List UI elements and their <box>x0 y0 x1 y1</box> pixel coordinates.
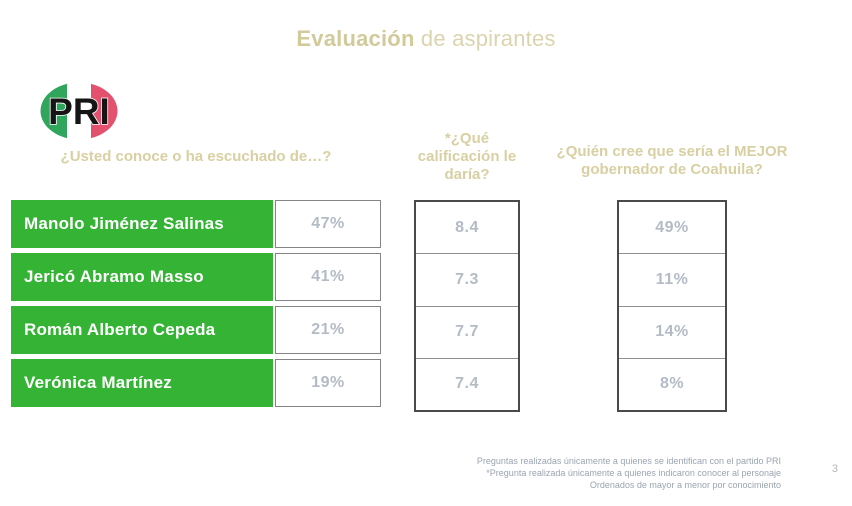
know-pct-value: 41% <box>311 268 345 285</box>
rating-value: 7.3 <box>455 270 479 288</box>
rating-cell <box>416 358 518 410</box>
best-value: 8% <box>659 375 685 393</box>
column-header-calificacion: *¿Qué calificación le daría? <box>417 130 517 183</box>
best-value: 49% <box>655 218 689 236</box>
know-pct-box <box>275 253 381 301</box>
pri-logo-icon <box>40 82 118 140</box>
best-value: 11% <box>655 270 689 288</box>
best-cell <box>619 253 725 305</box>
know-pct-value: 21% <box>311 321 345 338</box>
table-row <box>11 306 381 354</box>
know-pct-box <box>275 200 381 248</box>
pri-logo-letters: PRI <box>48 91 110 132</box>
candidate-name-bar: Román Alberto Cepeda <box>11 306 273 354</box>
rating-cell <box>416 306 518 358</box>
best-cell <box>619 306 725 358</box>
column-header-conoce: ¿Usted conoce o ha escuchado de…? <box>60 148 332 165</box>
rating-cell <box>416 202 518 253</box>
candidate-name-bar: Manolo Jiménez Salinas <box>11 200 273 248</box>
rating-column <box>414 200 520 412</box>
table-row <box>11 200 381 248</box>
candidate-rows <box>11 200 381 412</box>
footnotes <box>477 455 781 491</box>
footnote-line: Ordenados de mayor a menor por conocimiento <box>589 480 781 490</box>
best-cell <box>619 358 725 410</box>
rating-value: 7.4 <box>455 375 479 393</box>
know-pct-box <box>275 359 381 407</box>
best-cell <box>619 202 725 253</box>
page-title <box>0 26 852 52</box>
table-row <box>11 359 381 407</box>
footnote-line: Preguntas realizadas únicamente a quienes se identifican con el partido PRI <box>476 456 781 466</box>
know-pct-box <box>275 306 381 354</box>
candidate-name-bar: Jericó Abramo Masso <box>11 253 273 301</box>
candidate-name-bar: Verónica Martínez <box>11 359 273 407</box>
page-number: 3 <box>831 463 838 475</box>
page-title-rest: de aspirantes <box>414 26 556 51</box>
page-title-highlight: Evaluación <box>296 26 415 51</box>
rating-value: 8.4 <box>455 218 479 236</box>
rating-cell <box>416 253 518 305</box>
know-pct-value: 47% <box>311 215 345 232</box>
column-header-mejor-gobernador: ¿Quién cree que sería el MEJOR gobernador de Coahuila? <box>556 143 788 178</box>
rating-value: 7.7 <box>455 323 479 341</box>
know-pct-value: 19% <box>311 374 345 391</box>
footnote-line: *Pregunta realizada únicamente a quienes indicaron conocer al personaje <box>486 468 781 478</box>
table-row <box>11 253 381 301</box>
best-value: 14% <box>655 323 689 341</box>
best-governor-column <box>617 200 727 412</box>
